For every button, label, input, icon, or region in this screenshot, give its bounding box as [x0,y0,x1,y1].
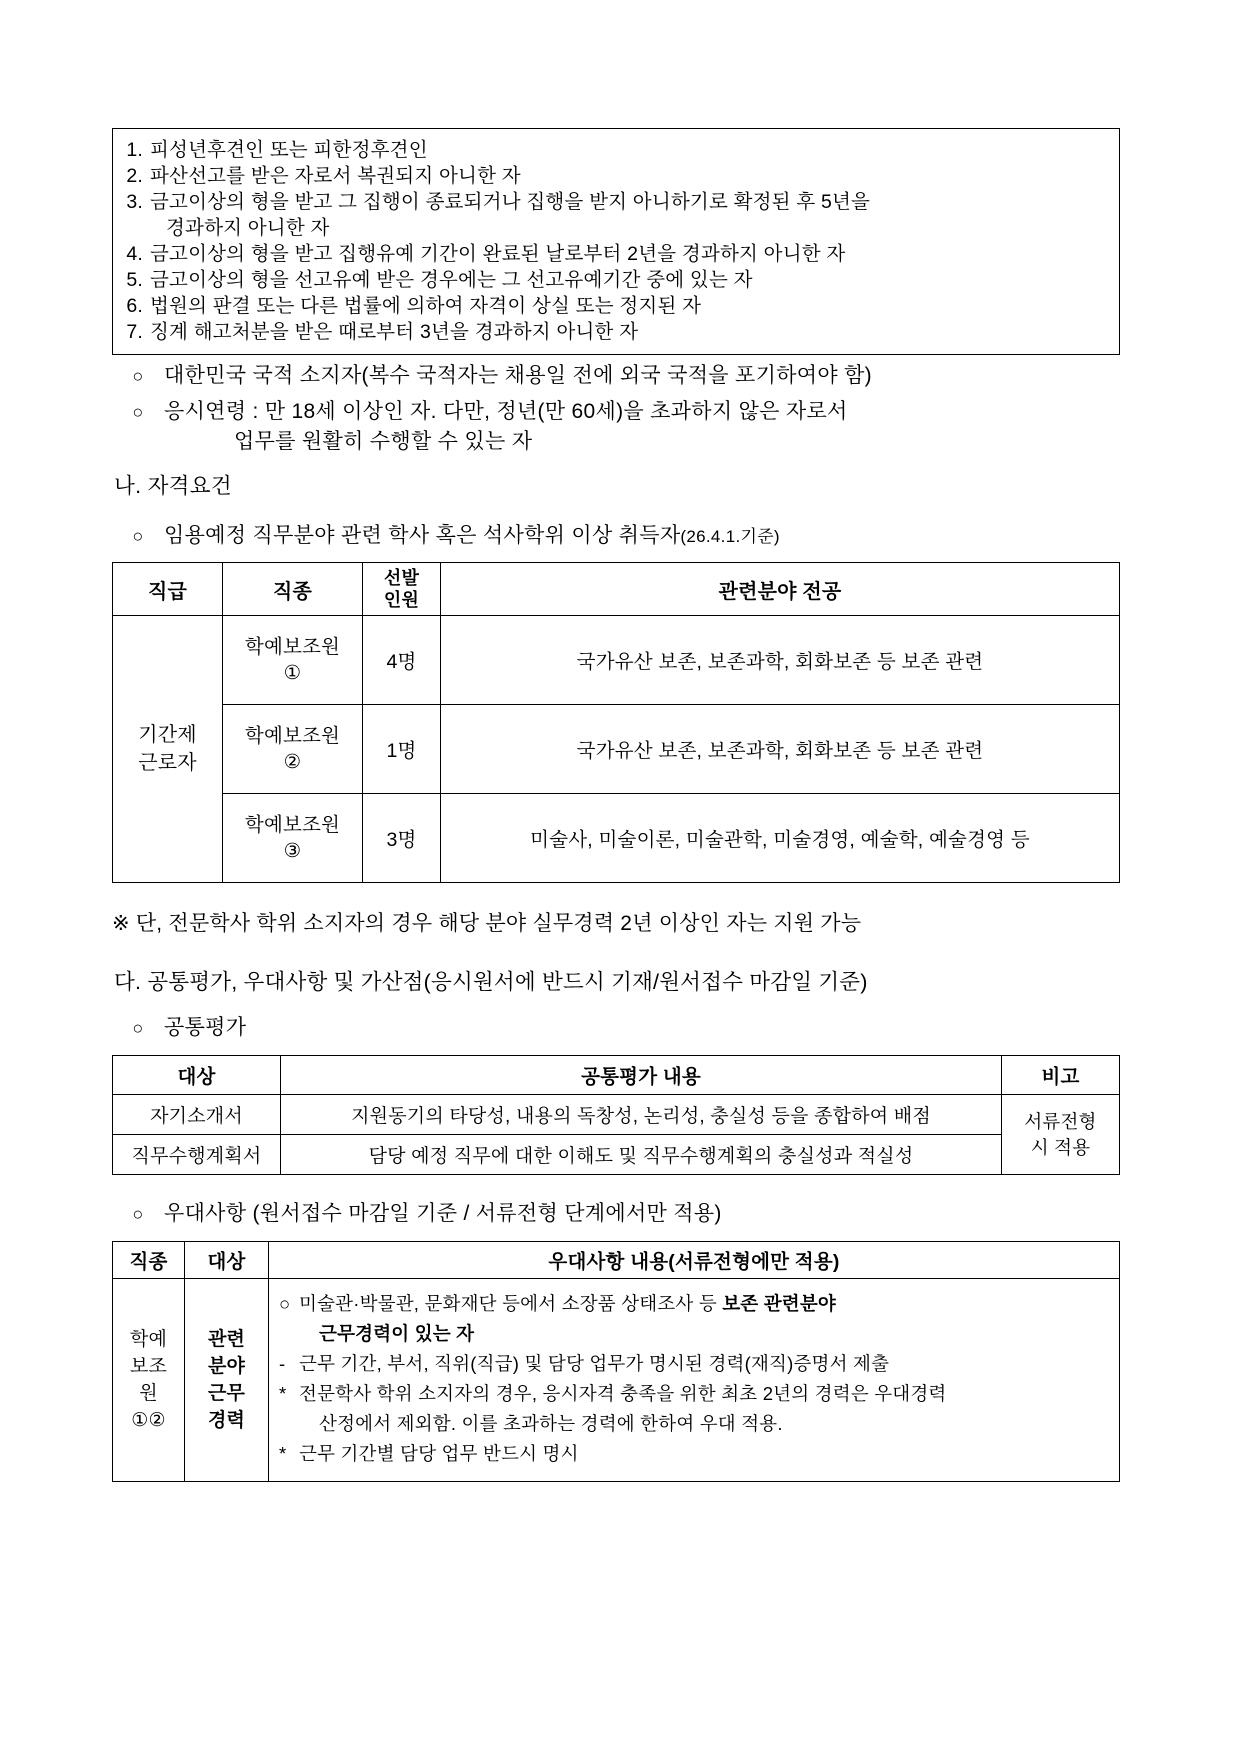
table-row [113,616,1120,705]
column-header-target: 대상 [113,1056,281,1095]
qualification-table [112,562,1120,883]
circle-bullet-icon: ○ [132,366,144,386]
cell-grade: 기간제 근로자 [113,616,223,883]
table-row [113,794,1120,883]
column-header-major: 관련분야 전공 [441,563,1120,616]
cell-count: 1명 [363,705,441,794]
table-row [113,705,1120,794]
cell-major: 국가유산 보존, 보존과학, 회화보존 등 보존 관련 [441,616,1120,705]
list-item-text: 금고이상의 형을 선고유예 받은 경우에는 그 선고유예기간 중에 있는 자 [150,269,753,291]
table-header-row [113,1056,1120,1095]
list-item [123,293,1109,319]
common-evaluation-table [112,1055,1120,1175]
column-header-target: 대상 [185,1242,269,1279]
list-item-number: 3. [126,191,143,213]
column-header-content: 공통평가 내용 [281,1056,1002,1095]
bullet-preference-text: 우대사항 (원서접수 마감일 기준 / 서류전형 단계에서만 적용) [164,1202,722,1225]
list-item-text: 피성년후견인 또는 피한정후견인 [150,139,428,161]
list-item [123,267,1109,293]
detail-line-1-emphasis: 보존 관련분야 [722,1293,837,1314]
column-header-job-type: 직종 [113,1242,185,1279]
bullet-age-text-line2: 업무를 원활히 수행할 수 있는 자 [234,430,533,453]
detail-line-4 [279,1439,1109,1469]
detail-line-3-text: 전문학사 학위 소지자의 경우, 응시자격 충족을 위한 최초 2년의 경력은 우대경력 [299,1383,947,1404]
cell-major: 미술사, 미술이론, 미술관학, 미술경영, 예술학, 예술경영 등 [441,794,1120,883]
list-item [123,137,1109,163]
detail-line-4-text: 근무 기간별 담당 업무 반드시 명시 [299,1443,579,1464]
list-item [123,319,1109,345]
section-heading-qualification: 나. 자격요건 [114,474,232,498]
cell-count: 3명 [363,794,441,883]
list-item [123,241,1109,267]
section-heading-evaluation: 다. 공통평가, 우대사항 및 가산점(응시원서에 반드시 기재/원서접수 마감일 기준) [114,970,868,994]
cell-job-type: 학예보조원 ① [223,616,363,705]
list-item-number: 4. [126,243,143,265]
detail-line-2 [279,1349,1109,1379]
bullet-age [112,397,1120,457]
circle-bullet-icon: ○ [132,1018,144,1038]
preference-table [112,1241,1120,1482]
cell-target: 자기소개서 [113,1095,281,1135]
cell-target: 직무수행계획서 [113,1135,281,1175]
list-item-text: 징계 해고처분을 받은 때로부터 3년을 경과하지 아니한 자 [150,321,639,343]
cell-job-type: 학예보조원 ② [223,705,363,794]
table-row [113,1279,1120,1482]
note-text: 단, 전문학사 학위 소지자의 경우 해당 분야 실무경력 2년 이상인 자는 지원 가능 [135,912,862,935]
document-content [112,128,1120,1482]
list-item-text: 파산선고를 받은 자로서 복권되지 아니한 자 [150,165,521,187]
list-item-number: 5. [126,269,143,291]
column-header-remark: 비고 [1002,1056,1120,1095]
column-header-grade: 직급 [113,563,223,616]
bullet-degree [112,521,1120,552]
cell-content: 담당 예정 직무에 대한 이해도 및 직무수행계획의 충실성과 적실성 [281,1135,1002,1175]
bullet-age-text-line1: 응시연령 : 만 18세 이상인 자. 다만, 정년(만 60세)을 초과하지 않은 자로서 [164,400,848,423]
detail-line-1-text: 미술관·박물관, 문화재단 등에서 소장품 상태조사 등 [299,1293,723,1314]
column-header-type: 직종 [223,563,363,616]
detail-line-2-text: 근무 기간, 부서, 직위(직급) 및 담당 업무가 명시된 경력(재직)증명서 제출 [299,1353,890,1374]
dash-bullet-icon: - [279,1353,286,1374]
list-item [123,189,1109,241]
cell-major: 국가유산 보존, 보존과학, 회화보존 등 보존 관련 [441,705,1120,794]
circle-bullet-icon: ○ [132,526,144,546]
disqualification-list [123,137,1109,345]
column-header-preference-content: 우대사항 내용(서류전형에만 적용) [269,1242,1120,1279]
list-item-number: 1. [126,139,143,161]
table-row [113,1095,1120,1135]
circle-bullet-icon: ○ [279,1293,291,1314]
detail-line-3 [279,1379,1109,1439]
bullet-common-evaluation-text: 공통평가 [164,1016,247,1039]
circle-bullet-icon: ○ [132,1204,144,1224]
column-header-select-count: 선발 인원 [363,563,441,616]
cell-count: 4명 [363,616,441,705]
list-item-number: 7. [126,321,143,343]
cell-target: 관련 분야 근무 경력 [185,1279,269,1482]
list-item-text-continued: 경과하지 아니한 자 [166,217,330,239]
bullet-nationality-text: 대한민국 국적 소지자(복수 국적자는 채용일 전에 외국 국적을 포기하여야 함) [164,364,872,387]
note-professional-degree [112,909,1120,939]
disqualification-box [112,128,1120,355]
list-item-number: 6. [126,295,143,317]
bullet-common-evaluation [112,1013,1120,1043]
list-item-number: 2. [126,165,143,187]
bullet-nationality [112,361,1120,391]
list-item-text: 금고이상의 형을 받고 그 집행이 종료되거나 집행을 받지 아니하기로 확정된 후 5년을 [150,191,871,213]
cell-preference-detail [269,1279,1120,1482]
cell-remark: 서류전형 시 적용 [1002,1095,1120,1175]
list-item [123,163,1109,189]
table-header-row [113,563,1120,616]
list-item-text: 금고이상의 형을 받고 집행유예 기간이 완료된 날로부터 2년을 경과하지 아니한 자 [150,243,846,265]
cell-job-type: 학예보조원 ③ [223,794,363,883]
detail-line-3-text-continued: 산정에서 제외함. 이를 초과하는 경력에 한하여 우대 적용. [319,1413,783,1434]
detail-line-1-emphasis-2: 근무경력이 있는 자 [319,1323,475,1344]
table-row [113,1135,1120,1175]
cell-content: 지원동기의 타당성, 내용의 독창성, 논리성, 충실성 등을 종합하여 배점 [281,1095,1002,1135]
asterisk-bullet-icon: * [279,1443,287,1464]
asterisk-bullet-icon: * [279,1383,287,1404]
bullet-preference [112,1199,1120,1229]
list-item-text: 법원의 판결 또는 다른 법률에 의하여 자격이 상실 또는 정지된 자 [150,295,702,317]
bullet-degree-note: (26.4.1.기준) [680,527,780,546]
bullet-degree-text: 임용예정 직무분야 관련 학사 혹은 석사학위 이상 취득자 [164,524,681,547]
detail-line-1 [279,1289,1109,1349]
reference-mark-icon: ※ [112,912,130,935]
circle-bullet-icon: ○ [132,402,144,422]
cell-job-type: 학예 보조 원 ①② [113,1279,185,1482]
table-header-row [113,1242,1120,1279]
